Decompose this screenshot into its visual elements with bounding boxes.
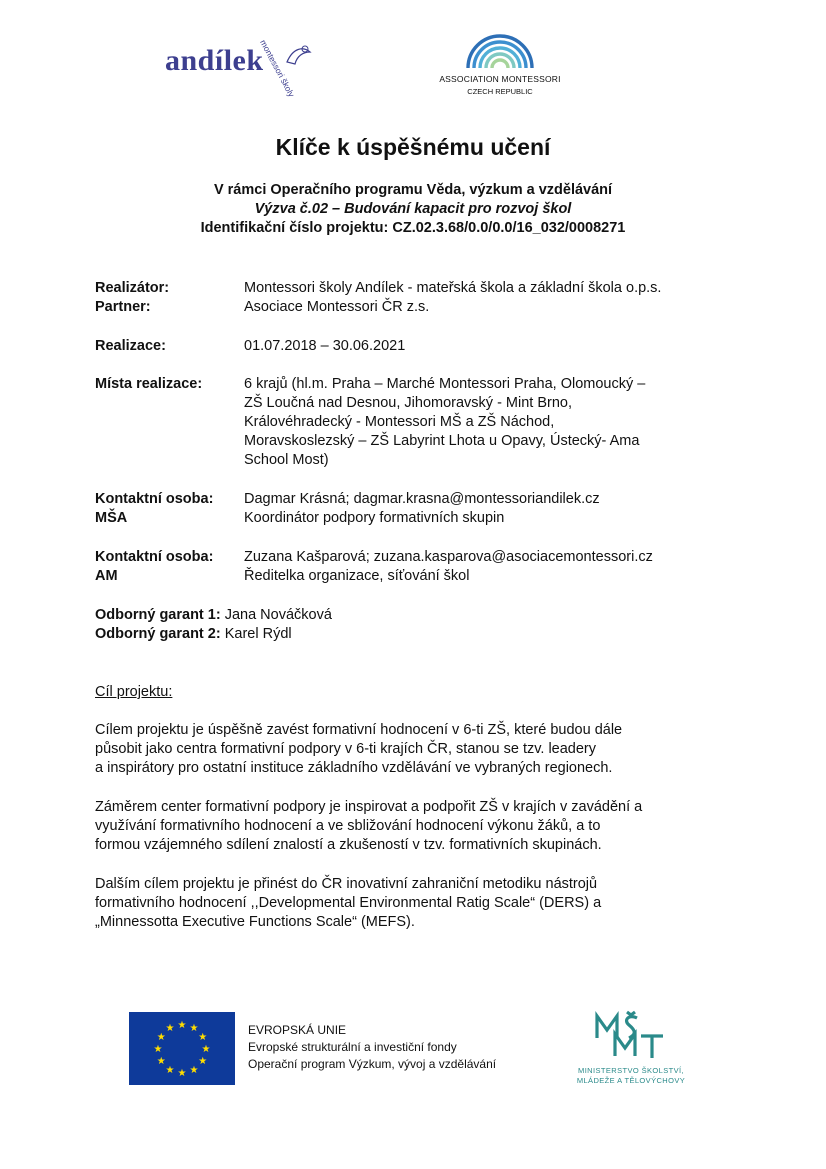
mista-line: Královéhradecký - Montessori MŠ a ZŠ Náchod, [244, 414, 555, 430]
goal-paragraph-3 [95, 875, 735, 932]
eu-star-icon: ★ [189, 1023, 199, 1035]
contact2-label [95, 548, 213, 586]
eu-star-icon: ★ [165, 1064, 175, 1076]
goal-p3-line: formativního hodnocení ,,Developmental Environmental Ratig Scale“ (DERS) a [95, 895, 602, 911]
mista-line: School Most) [244, 452, 329, 468]
goal-p2-line: formou vzájemného sdílení znalostí a zkušeností v tzv. formativních skupinách. [95, 837, 602, 853]
realizace-label: Realizace: [95, 338, 166, 354]
angel-icon [283, 42, 313, 68]
goal-p2-line: využívání formativního hodnocení a ve sbližování hodnocení výkonu žáků, a to [95, 818, 601, 834]
contact2-value [244, 548, 653, 586]
contact2-label-line2: AM [95, 568, 118, 584]
contact2-label-line1: Kontaktní osoba: [95, 549, 214, 565]
realizace-value: 01.07.2018 – 30.06.2021 [244, 338, 406, 354]
garant2-row [95, 625, 292, 644]
contact1-label-line1: Kontaktní osoba: [95, 491, 214, 507]
eu-star-icon: ★ [156, 1056, 166, 1067]
association-montessori-country: CZECH REPUBLIC [467, 87, 533, 96]
eu-line-3: Operační program Výzkum, vývoj a vzdělávání [248, 1057, 497, 1071]
goal-p1-line: působit jako centra formativní podpory v 6-ti krajích ČR, stanou se tzv. leadery [95, 741, 597, 757]
andilek-logo [165, 36, 325, 99]
realizator-label: Realizátor: [95, 280, 170, 296]
contact1-role: Koordinátor podpory formativních skupin [244, 510, 505, 526]
goal-p3-line: Dalším cílem projektu je přinést do ČR inovativní zahraniční metodiku nástrojů [95, 876, 598, 892]
msmt-monogram-icon [593, 1010, 669, 1060]
garant1-row [95, 606, 332, 625]
garant1-label: Odborný garant 1: [95, 607, 221, 623]
eu-star-icon: ★ [165, 1023, 175, 1035]
goal-p3-line: „Minnessotta Executive Functions Scale“ (MEFS). [95, 914, 415, 930]
realizator-value: Montessori školy Andílek - mateřská škola a základní škola o.p.s. [244, 280, 662, 296]
eu-star-icon: ★ [177, 1068, 187, 1079]
mista-value [244, 375, 645, 470]
eu-line-2: Evropské strukturální a investiční fondy [248, 1040, 457, 1054]
goal-paragraph-1 [95, 721, 735, 778]
eu-star-icon: ★ [198, 1056, 208, 1067]
rainbow-arc [492, 60, 508, 68]
goal-p2-line: Záměrem center formativní podpory je inspirovat a podpořit ZŠ v krajích v zavádění a [95, 799, 643, 815]
contact1-label [95, 490, 213, 528]
mista-label: Místa realizace: [95, 376, 203, 392]
eu-line-1: EVROPSKÁ UNIE [248, 1023, 347, 1037]
association-montessori-name: ASSOCIATION MONTESSORI [439, 74, 561, 84]
garant2-label: Odborný garant 2: [95, 626, 221, 642]
eu-star-icon: ★ [198, 1032, 208, 1043]
programme-line: V rámci Operačního programu Věda, výzkum a vzdělávání [213, 182, 613, 198]
goal-heading: Cíl projektu: [95, 684, 173, 700]
partner-value: Asociace Montessori ČR z.s. [244, 299, 430, 315]
eu-star-icon: ★ [177, 1020, 187, 1031]
contact1-name-email: Dagmar Krásná; dagmar.krasna@montessoriandilek.cz [244, 491, 600, 507]
contact2-role: Ředitelka organizace, síťování škol [244, 568, 470, 584]
project-id-line: Identifikační číslo projektu: CZ.02.3.68/0.0/0.0/16_032/0008271 [200, 220, 626, 236]
call-line: Výzva č.02 – Budování kapacit pro rozvoj škol [254, 201, 572, 217]
garant2-value: Karel Rýdl [220, 626, 292, 642]
msmt-logo [560, 1010, 702, 1090]
mista-line: 6 krajů (hl.m. Praha – Marché Montessori Praha, Olomoucký – [244, 376, 646, 392]
mista-line: Moravskoslezský – ZŠ Labyrint Lhota u Opavy, Ústecký- Ama [244, 433, 640, 449]
contact1-value [244, 490, 600, 528]
eu-flag-icon [129, 1012, 235, 1085]
contact1-label-line2: MŠA [95, 510, 128, 526]
document-title: Klíče k úspěšnému učení [275, 134, 551, 160]
eu-star-icon: ★ [201, 1044, 211, 1055]
msmt-line-1: MINISTERSTVO ŠKOLSTVÍ, [578, 1066, 684, 1075]
goal-paragraph-2 [95, 798, 735, 855]
andilek-logo-word: andílek [165, 44, 264, 77]
garant1-value: Jana Nováčková [220, 607, 332, 623]
partner-label: Partner: [95, 299, 151, 315]
contact2-name-email: Zuzana Kašparová; zuzana.kasparova@asociacemontessori.cz [244, 549, 653, 565]
andilek-logo-tagline: montessori školy [258, 38, 297, 99]
association-montessori-logo [430, 30, 570, 100]
msmt-line-2: MLÁDEŽE A TĚLOVÝCHOVY [576, 1076, 686, 1085]
eu-star-icon: ★ [189, 1064, 199, 1076]
goal-p1-line: a inspirátory pro ostatní instituce základního vzdělávání ve vybraných regionech. [95, 760, 613, 776]
goal-p1-line: Cílem projektu je úspěšně zavést formativní hodnocení v 6-ti ZŠ, které budou dále [95, 722, 623, 738]
eu-star-icon: ★ [153, 1044, 163, 1055]
rainbow-arcs-icon [466, 30, 534, 70]
mista-line: ZŠ Loučná nad Desnou, Jihomoravský - Mint Brno, [244, 395, 573, 411]
eu-star-icon: ★ [156, 1032, 166, 1043]
eu-stars-icon [129, 1012, 235, 1085]
